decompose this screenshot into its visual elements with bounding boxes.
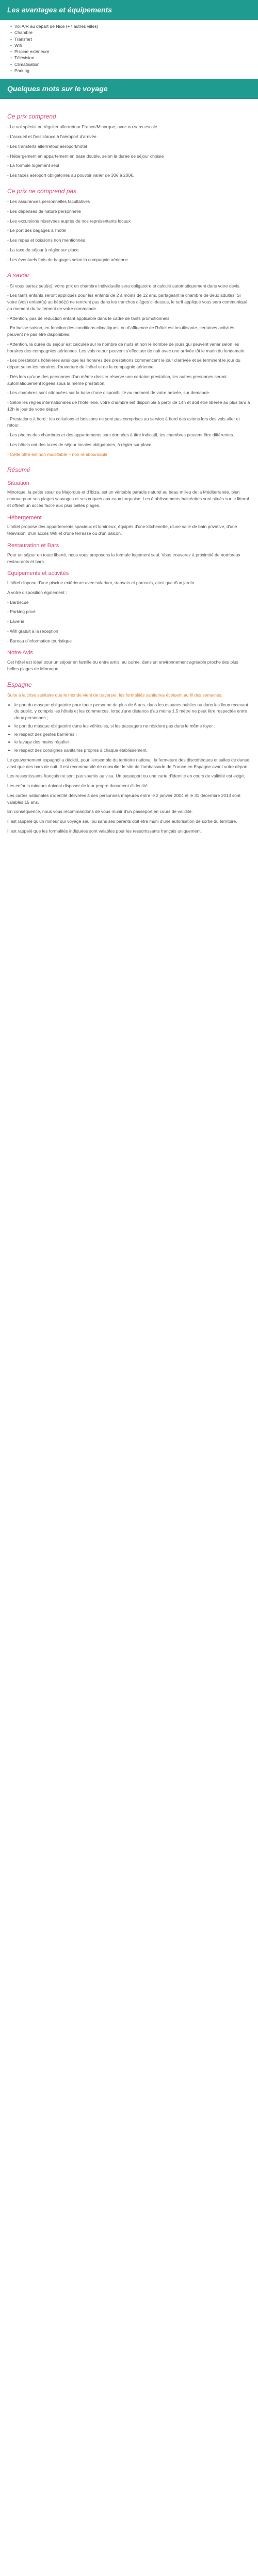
equipement-item: - Laverie: [7, 619, 25, 624]
prix-compris-item: - La formule logement seul: [7, 163, 59, 168]
restauration-title: Restauration et Bars: [7, 542, 59, 549]
advantage-item: • Wifi: [10, 42, 251, 48]
advantages-list: [0, 20, 258, 79]
espagne-point: • le port du masque obligatoire dans les véhicules, si les passagers ne résident pas dans le même foyer ;: [14, 723, 251, 730]
a-savoir-title: A savoir: [7, 272, 29, 279]
advantage-item: • Parking: [10, 67, 251, 74]
prix-compris-item: - Les transferts aller/retour aéroport/hôtel: [7, 143, 87, 149]
a-savoir-item: - Prestations à bord : les collations et boissons ne sont pas comprises au service à bord des avions lors des vols aller et retour.: [7, 416, 240, 428]
equipements-list: [7, 599, 251, 645]
equipements-text: L'hôtel dispose d'une piscine extérieure avec solarium, transats et parasols, ainsi que d'un jardin.: [7, 580, 196, 586]
prix-ne-comprend-item: - Le port des bagages à l'hôtel: [7, 228, 67, 233]
espagne-point: • le lavage des mains régulier ;: [14, 739, 251, 745]
prix-ne-comprend-item: - Les repas et boissons non mentionnés: [7, 238, 85, 243]
a-savoir-item: - Attention, la durée du séjour est calculée sur le nombre de nuits et non le nombre de jours qui peuvent varier selon les horaires des compagnies aériennes. Les vols retour peuvent s'effectuer de nuit avec une arrivée tôt le matin du lendemain.: [7, 341, 246, 353]
espagne-note1: Les cartes nationales d'identité délivrées à des personnes majeures entre le 2 janvier 2004 et le 31 décembre 2013 sont valables 15 ans.: [7, 792, 240, 805]
avis-text: Cet hôtel est idéal pour un séjour en famille ou entre amis, au calme, dans un environnement agréable proche des plus belles plages de Minorque.: [7, 659, 238, 671]
advantages-band: [0, 0, 258, 79]
espagne-outro: Le gouvernement espagnol a décidé, pour l'ensemble du territoire national, la fermeture des discothèques et salles de danse, ainsi que des bars de nuit. Il est recommandé de consulter le site de l'ambassade de France en Espagne avant votre départ.: [7, 757, 251, 769]
a-savoir-highlight: - Cette offre est non modifiable – non remboursable: [7, 451, 108, 457]
a-savoir-item: - Les chambres sont attribuées sur la base d'une disponibilité au moment de votre arrivée, sur demande.: [7, 390, 211, 396]
espagne-title: Espagne: [7, 681, 32, 688]
situation-title: Situation: [7, 480, 29, 486]
prix-ne-comprend-item: - Les dépenses de nature personnelle: [7, 208, 81, 214]
advantage-item: • Piscine extérieure: [10, 48, 251, 55]
prix-ne-comprend-title: Ce prix ne comprend pas: [7, 187, 77, 195]
restauration-text: Pour un séjour en toute liberté, nous vous proposons la formule logement seul. Vous trouverez à proximité de nombreux restaurants et bars.: [7, 552, 240, 564]
prix-ne-comprend-item: - Les éventuels frais de bagages selon la compagnie aérienne: [7, 257, 128, 262]
prix-ne-comprend-list: [7, 198, 251, 263]
hebergement-text: L'hôtel propose des appartements spacieux et lumineux, équipés d'une kitchenette, d'une salle de bain privative, d'une télévision, d'un accès Wifi et d'une terrasse ou d'un balcon.: [7, 524, 237, 536]
resume-title: Résumé: [7, 466, 30, 474]
espagne-note2: En conséquence, nous vous recommandons de vous munir d'un passeport en cours de validité.: [7, 809, 193, 815]
espagne-point: • le port du masque obligatoire pour toute personne de plus de 6 ans, dans les espaces publics ou dans les lieux recevant du public, y compris les hôtels et les commerces, lorsqu'une distance d'au moins 1,5 mètre ne peut être respectée entre deux personnes ;: [14, 702, 251, 721]
a-savoir-item: - Selon les règles internationales de l'hôtellerie, votre chambre est disponible à partir de 14h et doit être libérée au plus tard à 12h le jour de votre départ.: [7, 400, 250, 412]
equipement-item: - Barbecue: [7, 599, 29, 605]
espagne-intro: Suite à la crise sanitaire que le monde vient de traverser, les formalités sanitaires évoluent au fil des semaines.: [7, 692, 223, 698]
equipements-title: Equipements et activités: [7, 570, 69, 577]
advantage-item: • Climatisation: [10, 61, 251, 67]
a-savoir-list: [7, 283, 251, 448]
hebergement-title: Hébergement: [7, 514, 42, 521]
a-savoir-item: - Si vous partez seul(e), votre prix en chambre individuelle sera obligatoire et calculé automatiquement dans votre devis.: [7, 283, 241, 289]
situation-text: Minorque, la petite sœur de Majorque et d'Ibiza, est un véritable paradis naturel au beau milieu de la Méditerranée, bien connue pour ses plages sauvages et ses criques aux eaux turquoise. Les établissements balnéaires sont situés sur le littoral et offrent un accès facile aux plus belles plages.: [7, 489, 249, 508]
espagne-point: • le respect des gestes barrières ;: [14, 731, 251, 738]
prix-compris-list: [7, 124, 251, 179]
prix-ne-comprend-item: - La taxe de séjour à régler sur place: [7, 247, 79, 252]
prix-compris-title: Ce prix comprend: [7, 113, 56, 121]
content: [0, 99, 258, 842]
advantages-title: Les avantages et équipements: [0, 0, 258, 20]
equipement-item: - Wifi gratuit à la réception: [7, 628, 58, 634]
espagne-points: [7, 702, 251, 754]
advantage-item: • Transfert: [10, 36, 251, 42]
equipement-item: - Parking privé: [7, 609, 36, 615]
advantage-item: • Vol A/R au départ de Nice (+7 autres villes): [10, 23, 251, 29]
espagne-point: • le respect des consignes sanitaires propres à chaque établissement.: [14, 747, 251, 754]
espagne-formalites: Les ressortissants français ne sont pas soumis au visa. Un passeport ou une carte d'identité en cours de validité est exigé.: [7, 773, 245, 779]
avis-title: Notre Avis: [7, 650, 33, 656]
a-savoir-item: - Les prestations hôtelières ainsi que les horaires des prestations commencent le jour d'arrivée et se terminent le jour du départ selon les horaires d'ouverture de l'hôtel et de la compagnie aérienne.: [7, 358, 240, 370]
advantage-item: • Télévision: [10, 55, 251, 61]
prix-compris-item: - Les taxes aéroport obligatoires au pouvoir varier de 30€ à 200€.: [7, 173, 135, 178]
equipements-list-title: A votre disposition également :: [7, 589, 67, 595]
a-savoir-item: - Les tarifs enfants seront appliqués pour les enfants de 2 à moins de 12 ans, partageant la chambre de deux adultes. Si votre (vos) enfant(s) au bébé(s) ne rentrent pas dans les tranches d'âges ci-dessus, le tarif appliqué vous sera communiqué au moment du traitement de votre commande.: [7, 293, 248, 311]
prix-compris-item: - Hébergement en appartement en base double, selon la durée de séjour choisie: [7, 153, 164, 159]
a-savoir-item: - Attention, pas de réduction enfant applicable dans le cadre de tarifs promotionnels.: [7, 315, 171, 321]
prix-compris-item: - Le vol spécial ou régulier aller/retour France/Minorque, avec ou sans escale: [7, 124, 157, 130]
voyage-title: Quelques mots sur le voyage: [0, 79, 258, 99]
prix-ne-comprend-item: - Les assurances personnelles facultatives: [7, 199, 90, 205]
a-savoir-item: - Les photos des chambres et des appartements sont données à titre indicatif, les chambres peuvent être différentes.: [7, 432, 234, 438]
a-savoir-item: - En basse saison, en fonction des conditions climatiques, ou d'affluence de l'hôtel est insuffisante, certaines activités peuvent ne pas être disponibles.: [7, 325, 234, 337]
prix-ne-comprend-item: - Les excursions réservées auprès de nos représentants locaux: [7, 218, 131, 224]
a-savoir-item: - Dès lors qu'une des personnes d'un même dossier réserve une certaine prestation, les autres personnes seront automatiquement logées sous la même prestation.: [7, 374, 227, 386]
espagne-note4: Il est rappelé que les formalités indiquées sont valables pour les ressortissants français uniquement.: [7, 828, 202, 834]
equipement-item: - Bureau d'information touristique: [7, 638, 72, 643]
voyage-band: [0, 79, 258, 99]
prix-compris-item: - L'accueil et l'assistance à l'aéroport d'arrivée: [7, 134, 96, 140]
espagne-note3: Il est rappelé qu'un mineur qui voyage seul ou sans ses parents doit être muni d'une autorisation de sortie du territoire.: [7, 819, 237, 824]
advantage-item: • Chambre: [10, 29, 251, 36]
espagne-enfants: Les enfants mineurs doivent disposer de leur propre document d'identité.: [7, 783, 149, 789]
a-savoir-item: - Les hôtels ont des taxes de séjour locales obligatoires, à régler sur place.: [7, 442, 153, 447]
